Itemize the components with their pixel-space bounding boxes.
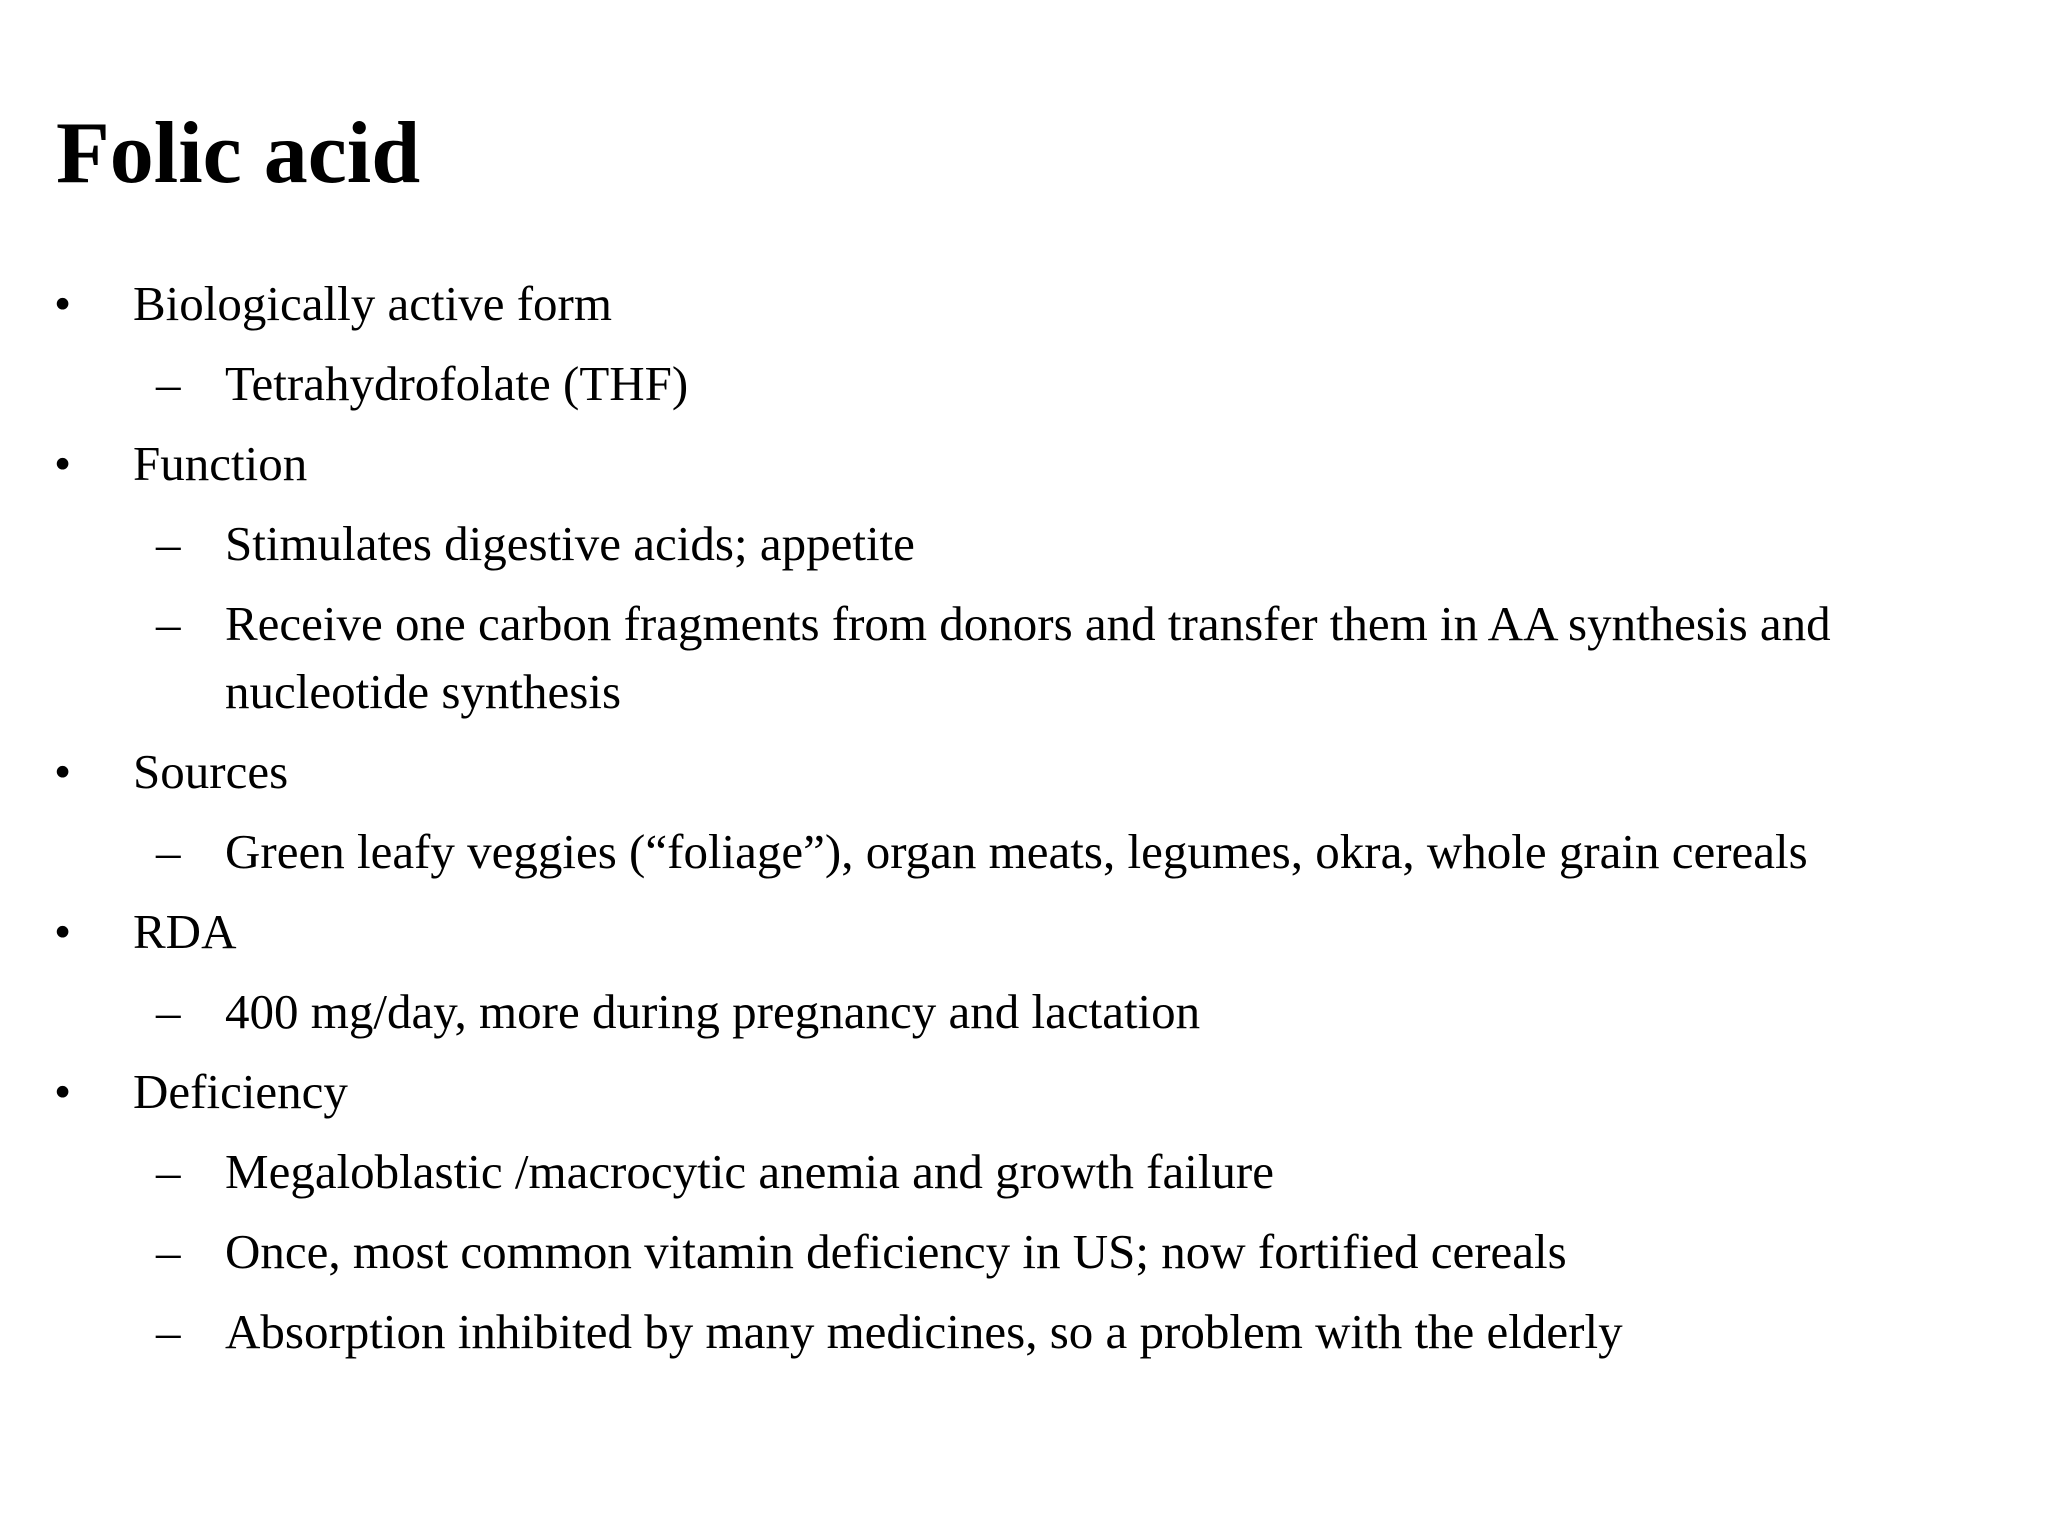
sub-item <box>0 1218 2045 1286</box>
sub-list <box>133 510 2048 726</box>
bullet-text: Biologically active form <box>133 276 612 331</box>
sub-item <box>0 590 2045 726</box>
sub-item-text: Receive one carbon fragments from donors and transfer them in AA synthesis and nucleotide synthesis <box>225 596 1831 719</box>
sub-list <box>133 350 2048 418</box>
sub-item <box>0 978 2045 1046</box>
bullet-text: Sources <box>133 744 289 799</box>
dash-marker: – <box>156 1224 181 1279</box>
bullet-text: RDA <box>133 904 237 959</box>
sub-list <box>133 818 2048 886</box>
dash-marker: – <box>156 824 181 879</box>
sub-item-text: Megaloblastic /macrocytic anemia and growth failure <box>225 1144 1275 1199</box>
bullet-marker: • <box>54 276 72 331</box>
dash-marker: – <box>156 596 181 651</box>
sub-item-text: Green leafy veggies (“foliage”), organ meats, legumes, okra, whole grain cereals <box>225 824 1808 879</box>
bullet-marker: • <box>54 744 72 799</box>
slide-title: Folic acid <box>56 105 421 202</box>
bullet-item-deficiency <box>0 1058 2048 1366</box>
bullet-marker: • <box>54 904 72 959</box>
sub-item-text: Once, most common vitamin deficiency in US; now fortified cereals <box>225 1224 1567 1279</box>
bullet-item-function <box>0 430 2048 726</box>
bullet-item-biologically-active-form <box>0 270 2048 418</box>
dash-marker: – <box>156 984 181 1039</box>
bullet-text: Deficiency <box>133 1064 348 1119</box>
sub-item <box>0 818 2045 886</box>
sub-item <box>0 350 2045 418</box>
dash-marker: – <box>156 516 181 571</box>
sub-item-text: Tetrahydrofolate (THF) <box>225 356 689 411</box>
bullet-item-rda <box>0 898 2048 1046</box>
dash-marker: – <box>156 356 181 411</box>
sub-item <box>0 510 2045 578</box>
sub-item-text: 400 mg/day, more during pregnancy and lactation <box>225 984 1201 1039</box>
sub-item <box>0 1138 2045 1206</box>
bullet-marker: • <box>54 436 72 491</box>
bullet-text: Function <box>133 436 308 491</box>
sub-list <box>133 978 2048 1046</box>
bullet-marker: • <box>54 1064 72 1119</box>
sub-item <box>0 1298 2045 1366</box>
bullet-item-sources <box>0 738 2048 886</box>
sub-item-text: Absorption inhibited by many medicines, so a problem with the elderly <box>225 1304 1623 1359</box>
dash-marker: – <box>156 1304 181 1359</box>
bullet-list <box>0 270 2048 1366</box>
dash-marker: – <box>156 1144 181 1199</box>
sub-list <box>133 1138 2048 1366</box>
sub-item-text: Stimulates digestive acids; appetite <box>225 516 915 571</box>
